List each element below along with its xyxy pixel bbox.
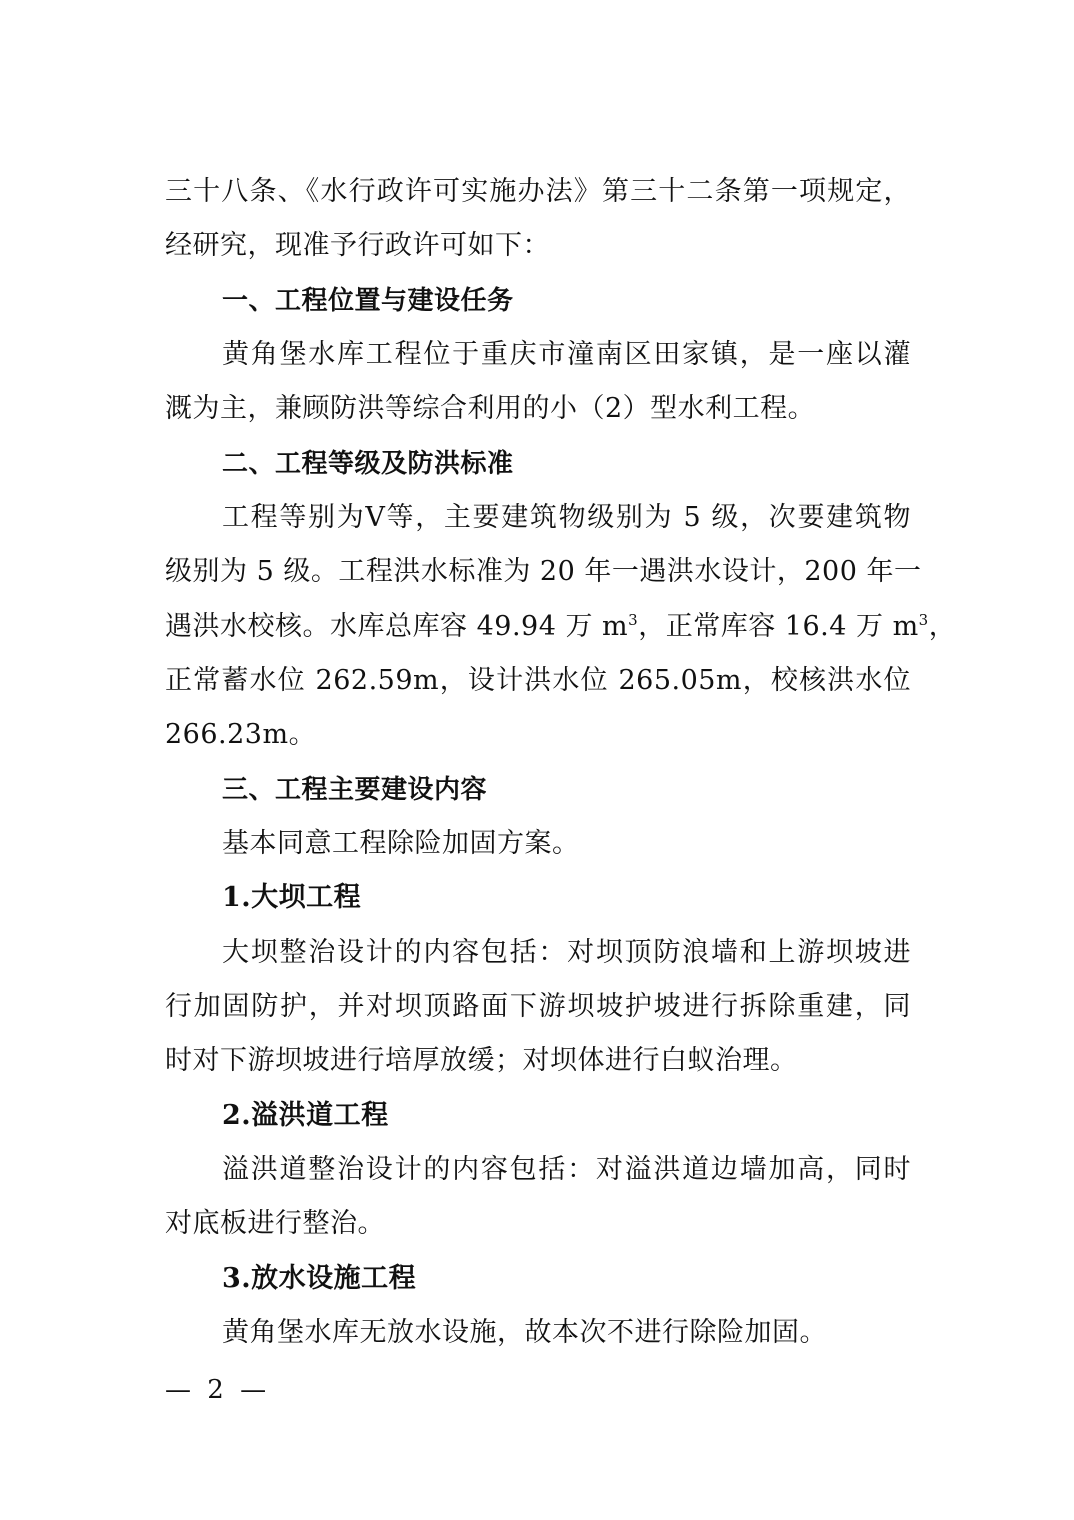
superscript-3: 3 — [918, 611, 929, 629]
subsection-heading-1: 1.大坝工程 — [222, 882, 362, 913]
page-number: — 2 — — [165, 1375, 271, 1405]
paragraph-line: 溢洪道整治设计的内容包括：对溢洪道边墙加高，同时 — [222, 1154, 911, 1185]
paragraph-line: 正常蓄水位 262.59m，设计洪水位 265.05m，校核洪水位 — [165, 665, 911, 696]
section-heading-1: 一、工程位置与建设任务 — [222, 286, 514, 316]
paragraph-line: 黄角堡水库工程位于重庆市潼南区田家镇，是一座以灌 — [222, 339, 911, 370]
section-heading-3: 三、工程主要建设内容 — [222, 775, 488, 805]
capacity-text: ，正常库容 16.4 万 m — [638, 611, 919, 642]
capacity-text: 遇洪水校核。水库总库容 49.94 万 m — [165, 611, 629, 642]
paragraph-line: 黄角堡水库无放水设施，故本次不进行除险加固。 — [222, 1317, 827, 1348]
paragraph-line: 时对下游坝坡进行培厚放缓；对坝体进行白蚁治理。 — [165, 1045, 798, 1076]
subsection-heading-3: 3.放水设施工程 — [222, 1263, 417, 1294]
paragraph-line: 级别为 5 级。工程洪水标准为 20 年一遇洪水设计，200 年一 — [165, 556, 922, 587]
paragraph-line: 溉为主，兼顾防洪等综合利用的小（2）型水利工程。 — [165, 393, 816, 424]
paragraph-line-with-superscripts — [165, 609, 957, 645]
paragraph-line: 266.23m。 — [165, 719, 317, 750]
paragraph-line: 三十八条、《水行政许可实施办法》第三十二条第一项规定， — [165, 176, 911, 207]
subsection-heading-2: 2.溢洪道工程 — [222, 1100, 389, 1131]
paragraph-line: 基本同意工程除险加固方案。 — [222, 828, 580, 859]
paragraph-line: 经研究，现准予行政许可如下： — [165, 230, 550, 261]
paragraph-line: 工程等别为Ⅴ等，主要建筑物级别为 5 级，次要建筑物 — [222, 502, 911, 533]
paragraph-line: 行加固防护，并对坝顶路面下游坝坡护坡进行拆除重建，同 — [165, 991, 911, 1022]
paragraph-line: 大坝整治设计的内容包括：对坝顶防浪墙和上游坝坡进 — [222, 937, 911, 968]
paragraph-line: 对底板进行整治。 — [165, 1208, 385, 1239]
superscript-3: 3 — [628, 611, 639, 629]
section-heading-2: 二、工程等级及防洪标准 — [222, 449, 514, 479]
punctuation: ， — [928, 611, 957, 642]
